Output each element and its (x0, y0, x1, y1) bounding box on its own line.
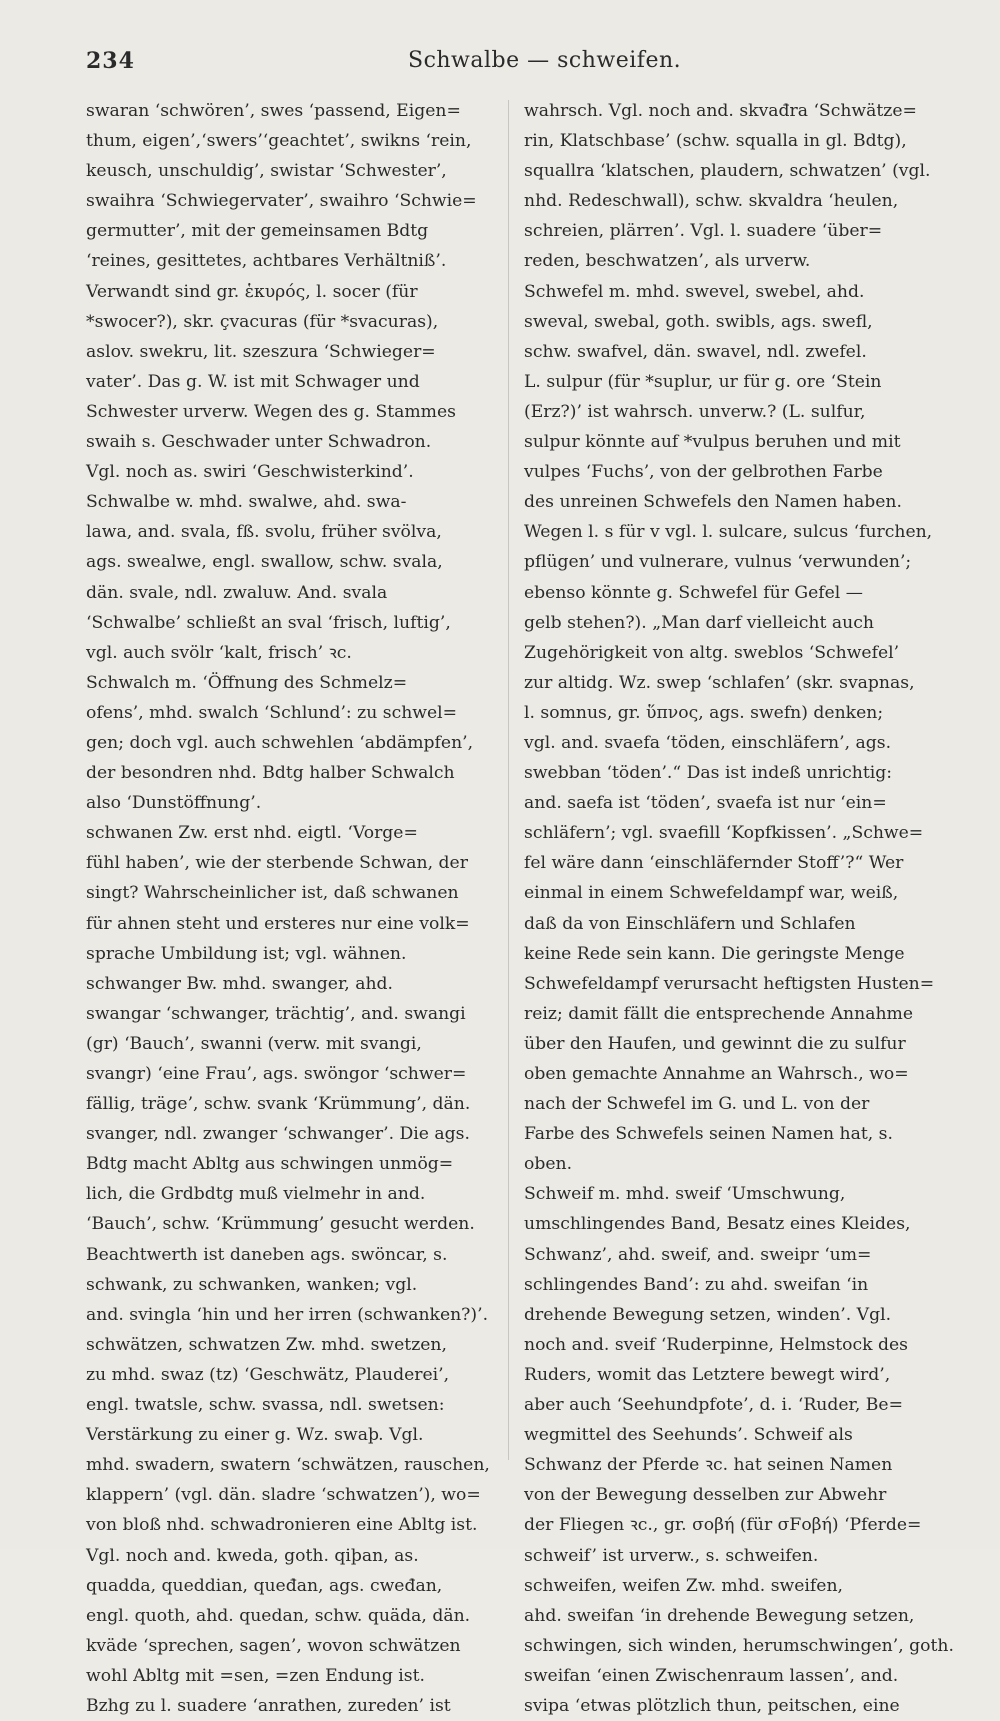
text-line: fühl haben’, wie der sterbende Schwan, der (86, 853, 468, 874)
text-line: kväde ‘sprechen, sagen’, wovon schwätzen (86, 1635, 461, 1656)
text-line: Schwalbe w. mhd. swalwe, ahd. swa- (86, 492, 407, 513)
text-line: Vgl. noch and. kweda, goth. qiþan, as. (86, 1545, 419, 1566)
text-line: fel wäre dann ‘einschläfernder Stoff’?“ Wer (524, 853, 904, 874)
text-line: noch and. sveif ‘Ruderpinne, Helmstock des (524, 1334, 908, 1355)
text-line: germutter’, mit der gemeinsamen Bdtg (86, 221, 429, 242)
text-line: gelb stehen?). „Man darf vielleicht auch (524, 612, 874, 633)
text-line: and. saefa ist ‘töden’, svaefa ist nur ‘ein= (524, 793, 887, 814)
text-line: schwanen Zw. erst nhd. eigtl. ‘Vorge= (86, 823, 418, 844)
text-line: sweifan ‘einen Zwischenraum lassen’, and. (524, 1665, 899, 1686)
text-line: sweval, swebal, goth. swibls, ags. swefl, (524, 311, 873, 332)
text-line: oben. (524, 1154, 573, 1175)
text-line: Wegen l. s für v vgl. l. sulcare, sulcus ‘furchen, (524, 522, 933, 543)
text-line: Verwandt sind gr. ἑκυρός, l. socer (für (86, 281, 418, 302)
left-column (86, 96, 490, 1721)
text-line: vgl. auch svölr ‘kalt, frisch’ ꝛc. (86, 642, 352, 663)
text-line: oben gemachte Annahme an Wahrsch., wo= (524, 1064, 909, 1084)
text-line: schw. swafvel, dän. swavel, ndl. zwefel. (524, 341, 867, 362)
text-line: swaih s. Geschwader unter Schwadron. (86, 432, 432, 453)
text-line: l. somnus, gr. ὕπνος, ags. swefn) denken; (524, 702, 884, 723)
text-line: svipa ‘etwas plötzlich thun, peitschen, eine (524, 1695, 900, 1716)
text-line: Schwanz der Pferde ꝛc. hat seinen Namen (524, 1455, 893, 1476)
text-line: swebban ‘töden’.“ Das ist indeß unrichtig: (524, 763, 893, 784)
text-line: zu mhd. swaz (tz) ‘Geschwätz, Plauderei’, (86, 1364, 450, 1385)
text-line: umschlingendes Band, Besatz eines Kleides, (524, 1214, 911, 1235)
text-line: (Erz?)’ ist wahrsch. unverw.? (L. sulfur, (524, 401, 866, 422)
text-line: schreien, plärren’. Vgl. l. suadere ‘über= (524, 221, 883, 242)
text-line: swaihra ‘Schwiegervater’, swaihro ‘Schwie= (86, 191, 477, 212)
text-line: fällig, träge’, schw. svank ‘Krümmung’, dän. (86, 1094, 471, 1115)
text-line: zur altidg. Wz. swep ‘schlafen’ (skr. svapnas, (524, 672, 915, 693)
text-line: klappern’ (vgl. dän. sladre ‘schwatzen’), wo= (86, 1485, 481, 1506)
text-line: über den Haufen, und gewinnt die zu sulfur (524, 1033, 906, 1054)
text-line: Schweif m. mhd. sweif ‘Umschwung, (524, 1184, 846, 1205)
text-line: Zugehörigkeit von altg. sweblos ‘Schwefel’ (524, 642, 900, 663)
text-line: rin, Klatschbase’ (schw. squalla in gl. Bdtg), (524, 131, 907, 152)
text-line: squallra ‘klatschen, plaudern, schwatzen’ (vgl. (524, 161, 931, 182)
text-line: Beachtwerth ist daneben ags. swöncar, s. (86, 1244, 448, 1265)
text-line: Schwalch m. ‘Öffnung des Schmelz= (86, 672, 408, 693)
text-line: schläfern’; vgl. svaefill ‘Kopfkissen’. „Schwe= (524, 823, 924, 844)
text-line: schwätzen, schwatzen Zw. mhd. swetzen, (86, 1334, 447, 1355)
text-line: singt? Wahrscheinlicher ist, daß schwanen (86, 883, 459, 904)
text-line: dän. svale, ndl. zwaluw. And. svala (86, 582, 388, 603)
text-line: sulpur könnte auf *vulpus beruhen und mit (524, 432, 901, 453)
text-line: Schwefel m. mhd. swevel, swebel, ahd. (524, 281, 865, 302)
text-line: lich, die Grdbdtg muß vielmehr in and. (86, 1184, 426, 1205)
text-line: Bzhg zu l. suadere ‘anrathen, zureden’ ist (86, 1695, 451, 1716)
text-line: Ruders, womit das Letztere bewegt wird’, (524, 1364, 891, 1385)
text-line: Schwefeldampf verursacht heftigsten Husten= (524, 973, 935, 994)
text-line: aslov. swekru, lit. szeszura ‘Schwieger= (86, 341, 436, 362)
text-line: Schwester urverw. Wegen des g. Stammes (86, 401, 456, 422)
text-line: der Fliegen ꝛc., gr. σοβή (für σFοβή) ‘Pferde= (524, 1515, 922, 1536)
text-line: vgl. and. svaefa ‘töden, einschläfern’, ags. (524, 732, 892, 753)
text-line: der besondren nhd. Bdtg halber Schwalch (86, 763, 455, 784)
text-line: ‘reines, gesittetes, achtbares Verhältniß’. (86, 251, 447, 272)
text-line: vater’. Das g. W. ist mit Schwager und (86, 371, 420, 392)
text-line: Verstärkung zu einer g. Wz. swaþ. Vgl. (86, 1425, 424, 1446)
text-line: ‘Schwalbe’ schließt an sval ‘frisch, luftig’, (86, 612, 451, 633)
text-line: reiz; damit fällt die entsprechende Annahme (524, 1003, 913, 1024)
text-line: drehende Bewegung setzen, winden’. Vgl. (524, 1304, 892, 1325)
text-line: von bloß nhd. schwadronieren eine Abltg ist. (86, 1515, 478, 1536)
text-line: swaran ‘schwören’, swes ‘passend, Eigen= (86, 101, 461, 121)
text-line: Vgl. noch as. swiri ‘Geschwisterkind’. (86, 462, 414, 483)
text-line: reden, beschwatzen’, als urverw. (524, 251, 811, 272)
text-line: keusch, unschuldig’, swistar ‘Schwester’, (86, 161, 447, 182)
text-line: ebenso könnte g. Schwefel für Gefel — (524, 582, 863, 603)
text-line: aber auch ‘Seehundpfote’, d. i. ‘Ruder, Be= (524, 1395, 904, 1416)
text-line: wegmittel des Seehunds’. Schweif als (524, 1425, 853, 1446)
right-column (524, 96, 954, 1721)
text-line: schweifen, weifen Zw. mhd. sweifen, (524, 1575, 843, 1596)
text-line: sprache Umbildung ist; vgl. wähnen. (86, 943, 407, 964)
text-line: mhd. swadern, swatern ‘schwätzen, rauschen, (86, 1455, 490, 1476)
text-line: schwanger Bw. mhd. swanger, ahd. (86, 973, 393, 994)
text-line: Farbe des Schwefels seinen Namen hat, s. (524, 1124, 893, 1145)
page-header (86, 44, 896, 84)
text-line: schlingendes Band’: zu ahd. sweifan ‘in (524, 1274, 869, 1295)
text-line: ‘Bauch’, schw. ‘Krümmung’ gesucht werden. (86, 1214, 475, 1235)
text-line: thum, eigen’,‘swers’‘geachtet’, swikns ‘rein, (86, 131, 472, 152)
text-line: engl. twatsle, schw. svassa, ndl. swetsen: (86, 1395, 445, 1416)
text-line: engl. quoth, ahd. quedan, schw. quäda, dän. (86, 1605, 471, 1626)
text-line: schwank, zu schwanken, wanken; vgl. (86, 1274, 418, 1295)
text-line: gen; doch vgl. auch schwehlen ‘abdämpfen’, (86, 732, 474, 753)
text-line: schwingen, sich winden, herumschwingen’, goth. (524, 1635, 954, 1656)
text-line: Bdtg macht Abltg aus schwingen unmög= (86, 1154, 454, 1175)
text-line: nhd. Redeschwall), schw. skvaldra ‘heulen, (524, 191, 899, 212)
text-line: Schwanz’, ahd. sweif, and. sweipr ‘um= (524, 1244, 872, 1265)
text-line: quadda, queddian, queđan, ags. cweđan, (86, 1575, 443, 1596)
text-line: vulpes ‘Fuchs’, von der gelbrothen Farbe (524, 462, 883, 483)
text-line: L. sulpur (für *suplur, ur für g. ore ‘Stein (524, 371, 882, 392)
text-line: *swocer?), skr. çvacuras (für *svacuras), (86, 311, 439, 332)
text-line: swangar ‘schwanger, trächtig’, and. swangi (86, 1003, 466, 1024)
text-line: (gr) ‘Bauch’, swanni (verw. mit svangi, (86, 1033, 422, 1054)
text-line: einmal in einem Schwefeldampf war, weiß, (524, 883, 899, 904)
text-line: des unreinen Schwefels den Namen haben. (524, 492, 902, 513)
text-line: wohl Abltg mit =sen, =zen Endung ist. (86, 1665, 425, 1686)
column-divider (508, 100, 509, 1460)
text-line: daß da von Einschläfern und Schlafen (524, 913, 856, 934)
text-line: ofens’, mhd. swalch ‘Schlund’: zu schwel= (86, 702, 458, 723)
text-line: schweif’ ist urverw., s. schweifen. (524, 1545, 819, 1566)
page-number: 234 (86, 48, 135, 74)
text-line: and. svingla ‘hin und her irren (schwanken?)’. (86, 1304, 489, 1325)
text-line: also ‘Dunstöffnung’. (86, 793, 262, 814)
text-line: wahrsch. Vgl. noch and. skvađra ‘Schwätze= (524, 101, 917, 121)
text-line: svangr) ‘eine Frau’, ags. swöngor ‘schwer= (86, 1064, 467, 1084)
text-line: svanger, ndl. zwanger ‘schwanger’. Die ags. (86, 1124, 470, 1145)
text-line: pflügen’ und vulnerare, vulnus ‘verwunden’; (524, 552, 912, 573)
text-line: ahd. sweifan ‘in drehende Bewegung setzen, (524, 1605, 915, 1626)
text-line: keine Rede sein kann. Die geringste Menge (524, 943, 905, 964)
text-line: für ahnen steht und ersteres nur eine volk= (86, 913, 470, 934)
text-line: von der Bewegung desselben zur Abwehr (524, 1485, 887, 1506)
text-line: lawa, and. svala, fß. svolu, früher svölva, (86, 522, 442, 543)
text-line: ags. swealwe, engl. swallow, schw. svala, (86, 552, 443, 573)
running-title: Schwalbe — schweifen. (408, 48, 682, 73)
text-line: nach der Schwefel im G. und L. von der (524, 1094, 870, 1115)
